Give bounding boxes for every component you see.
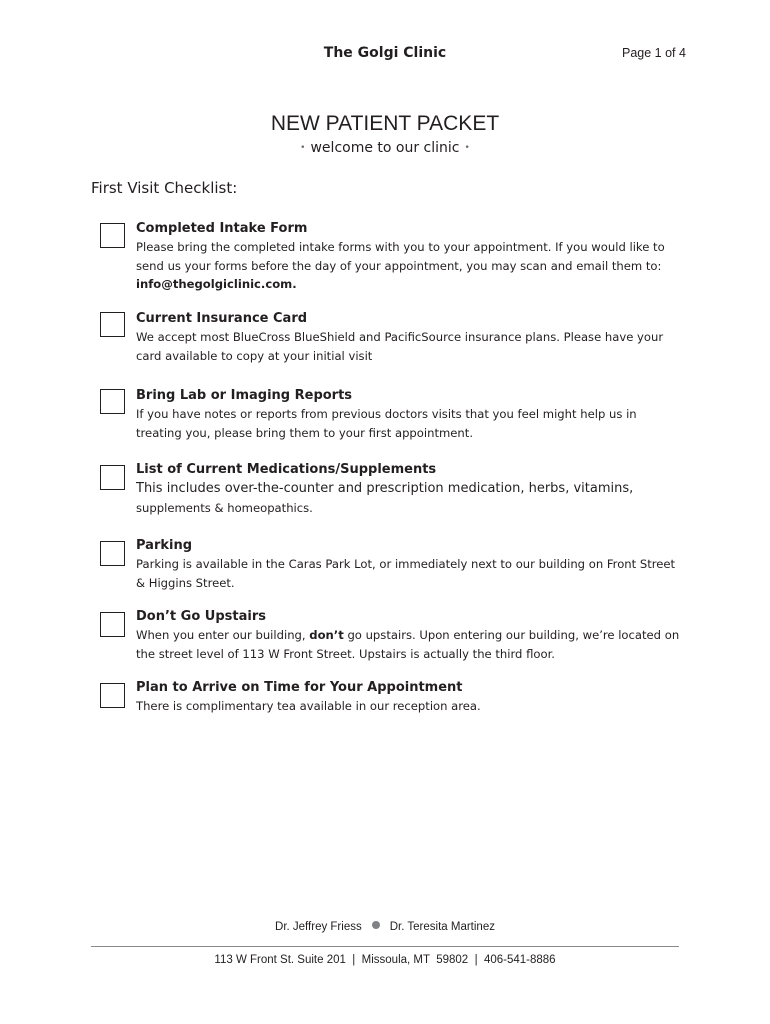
item-description: There is complimentary tea available in our reception area. xyxy=(136,699,481,713)
checkbox-insurance-card[interactable] xyxy=(100,312,125,337)
footer-doctors xyxy=(0,921,770,933)
footer-address: 113 W Front St. Suite 201 | Missoula, MT 59802 | 406-541-8886 xyxy=(214,954,556,966)
item-description: When you enter our building, don’t go upstairs. Upon entering our building, we’re located on the street level of 113 W Front Street. Upstairs is actually the third floor. xyxy=(136,628,680,661)
subtitle-text: welcome to our clinic xyxy=(310,140,460,156)
item-title: Bring Lab or Imaging Reports xyxy=(136,388,353,403)
checklist-heading: First Visit Checklist: xyxy=(91,179,238,197)
item-description: We accept most BlueCross BlueShield and PacificSource insurance plans. Please have your card available to copy at your initial visit xyxy=(136,330,664,363)
item-title: Current Insurance Card xyxy=(136,311,308,326)
clinic-name: The Golgi Clinic xyxy=(323,45,447,61)
document-subtitle xyxy=(0,140,770,156)
item-title: Plan to Arrive on Time for Your Appointment xyxy=(136,680,463,695)
item-title: Don’t Go Upstairs xyxy=(136,609,266,624)
item-title: Completed Intake Form xyxy=(136,221,308,236)
emphasis-dont: don’t xyxy=(309,628,344,642)
item-description: Please bring the completed intake forms with you to your appointment. If you would like to send us your forms before the day of your appointment, you may scan and email them to: info@thegolgiclinic.com. xyxy=(136,238,682,294)
checkbox-medications[interactable] xyxy=(100,465,125,490)
bullet-right: • xyxy=(464,143,470,153)
checkbox-intake-form[interactable] xyxy=(100,223,125,248)
footer-divider xyxy=(91,946,679,947)
item-description: If you have notes or reports from previous doctors visits that you feel might help us in treating you, please bring them to your first appointment. xyxy=(136,407,637,440)
email-address: info@thegolgiclinic.com. xyxy=(136,277,297,291)
checkbox-lab-reports[interactable] xyxy=(100,389,125,414)
document-title: NEW PATIENT PACKET xyxy=(270,112,500,135)
separator-dot-icon xyxy=(372,921,380,929)
bullet-left: • xyxy=(300,143,306,153)
doctor-name: Dr. Jeffrey Friess xyxy=(275,921,362,933)
page-number: Page 1 of 4 xyxy=(622,46,686,60)
checkbox-arrive-on-time[interactable] xyxy=(100,683,125,708)
item-description: Parking is available in the Caras Park Lot, or immediately next to our building on Front Street & Higgins Street. xyxy=(136,557,676,590)
item-title: Parking xyxy=(136,538,193,553)
checkbox-upstairs[interactable] xyxy=(100,612,125,637)
item-title: List of Current Medications/Supplements xyxy=(136,462,437,477)
item-description: This includes over-the-counter and prescription medication, herbs, vitamins, supplements & homeopathics. xyxy=(136,481,634,515)
doctor-name: Dr. Teresita Martinez xyxy=(389,921,495,933)
checkbox-parking[interactable] xyxy=(100,541,125,566)
